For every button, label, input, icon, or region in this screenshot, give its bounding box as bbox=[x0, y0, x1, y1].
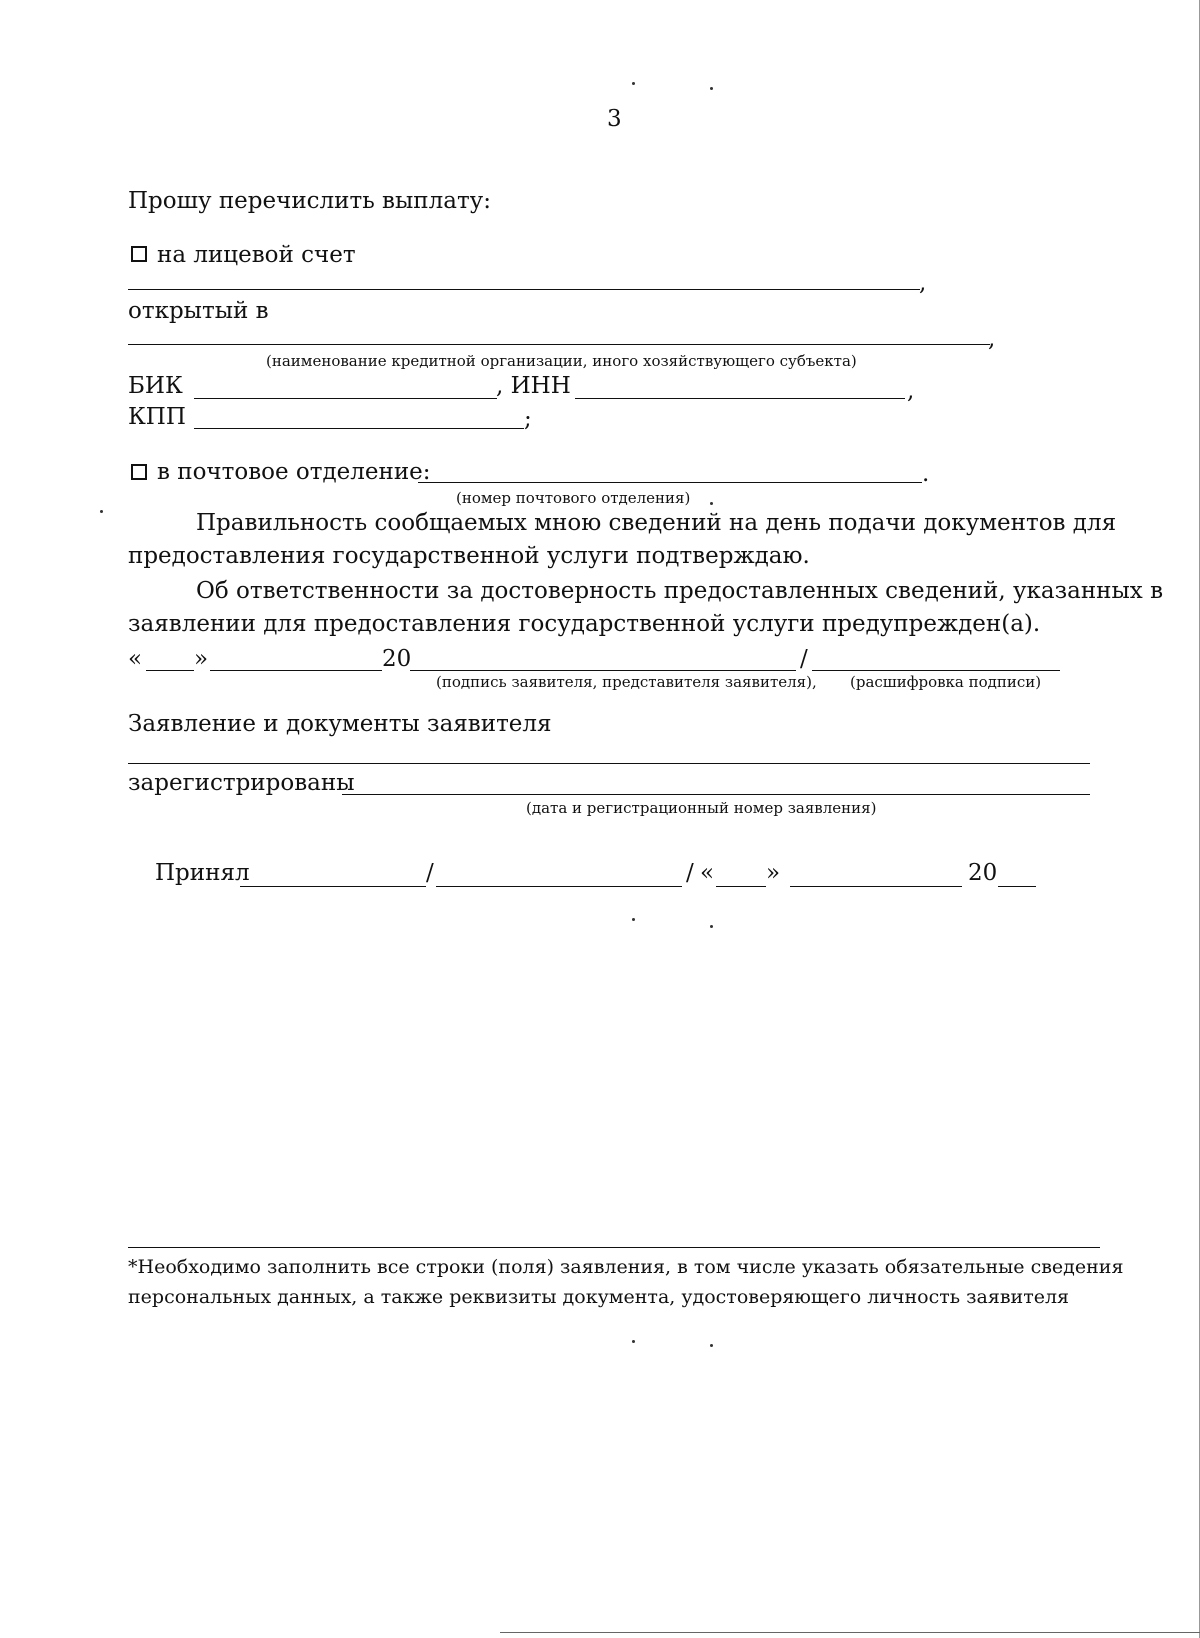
accepted-signature-field[interactable] bbox=[436, 886, 682, 887]
registration-number-field[interactable] bbox=[342, 794, 1090, 795]
date-open-quote: « bbox=[128, 646, 143, 672]
date-month-field[interactable] bbox=[210, 670, 382, 671]
scan-speck bbox=[710, 925, 713, 928]
confirmation-line-2: предоставления государственной услуги подтверждаю. bbox=[128, 543, 810, 569]
date-year-prefix: 20 bbox=[382, 646, 412, 672]
post-office-caption: (номер почтового отделения) bbox=[456, 489, 691, 507]
confirmation-line-1: Правильность сообщаемых мною сведений на день подачи документов для bbox=[196, 510, 1117, 536]
inn-label: , ИНН bbox=[496, 373, 571, 399]
scan-speck bbox=[632, 918, 635, 921]
account-checkbox[interactable] bbox=[131, 246, 147, 262]
account-option-label: на лицевой счет bbox=[157, 242, 356, 268]
accepted-open-quote: « bbox=[700, 860, 715, 886]
post-office-period: . bbox=[922, 461, 930, 487]
inn-field[interactable] bbox=[575, 398, 905, 399]
responsibility-line-2: заявлении для предоставления государственной услуги предупрежден(а). bbox=[128, 611, 1041, 637]
post-office-field[interactable] bbox=[418, 482, 922, 483]
footnote-divider bbox=[128, 1247, 1100, 1248]
transfer-request-text: Прошу перечислить выплату: bbox=[128, 188, 491, 214]
opened-in-label: открытый в bbox=[128, 298, 269, 324]
scan-speck bbox=[100, 510, 103, 513]
date-close-quote: » bbox=[194, 646, 209, 672]
bank-name-field[interactable] bbox=[128, 344, 990, 345]
account-number-field[interactable] bbox=[128, 289, 920, 290]
footnote-line-1: *Необходимо заполнить все строки (поля) заявления, в том числе указать обязательные сведения bbox=[128, 1256, 1124, 1278]
registered-label: зарегистрированы bbox=[128, 770, 355, 796]
registration-caption: (дата и регистрационный номер заявления) bbox=[526, 799, 877, 817]
signature-decryption-field[interactable] bbox=[812, 670, 1060, 671]
signature-caption: (подпись заявителя, представителя заявителя), bbox=[436, 673, 817, 691]
bank-line-comma: , bbox=[988, 326, 996, 352]
kpp-field[interactable] bbox=[194, 428, 524, 429]
post-office-checkbox[interactable] bbox=[131, 464, 147, 480]
scan-speck bbox=[710, 502, 713, 505]
registration-title: Заявление и документы заявителя bbox=[128, 711, 552, 737]
page-number: 3 bbox=[607, 106, 622, 132]
accepted-day-field[interactable] bbox=[716, 886, 766, 887]
bik-label: БИК bbox=[128, 373, 183, 399]
signature-field[interactable] bbox=[410, 670, 796, 671]
accepted-close-quote: » bbox=[766, 860, 781, 886]
accepted-slash-2: / bbox=[686, 860, 694, 886]
accepted-year-prefix: 20 bbox=[968, 860, 998, 886]
accepted-name-field[interactable] bbox=[240, 886, 426, 887]
signature-slash: / bbox=[800, 646, 808, 672]
bank-name-caption: (наименование кредитной организации, иного хозяйствующего субъекта) bbox=[266, 352, 857, 370]
scan-speck bbox=[632, 82, 635, 85]
accepted-month-field[interactable] bbox=[790, 886, 962, 887]
scan-speck bbox=[632, 1340, 635, 1343]
account-line-comma: , bbox=[919, 270, 927, 296]
accepted-year-field[interactable] bbox=[998, 886, 1036, 887]
decryption-caption: (расшифровка подписи) bbox=[850, 673, 1042, 691]
date-day-field[interactable] bbox=[146, 670, 194, 671]
inn-line-comma: , bbox=[907, 378, 915, 404]
scan-bottom-edge bbox=[500, 1632, 1200, 1633]
accepted-slash-1: / bbox=[426, 860, 434, 886]
kpp-semicolon: ; bbox=[524, 406, 532, 432]
kpp-label: КПП bbox=[128, 404, 186, 430]
scan-speck bbox=[710, 1344, 713, 1347]
responsibility-line-1: Об ответственности за достоверность предоставленных сведений, указанных в bbox=[196, 578, 1164, 604]
registration-blank-line[interactable] bbox=[128, 763, 1090, 764]
accepted-label: Принял bbox=[155, 860, 250, 886]
footnote-line-2: персональных данных, а также реквизиты документа, удостоверяющего личность заявителя bbox=[128, 1286, 1070, 1308]
bik-field[interactable] bbox=[194, 398, 497, 399]
post-office-option-label: в почтовое отделение: bbox=[157, 459, 431, 485]
scan-speck bbox=[710, 87, 713, 90]
